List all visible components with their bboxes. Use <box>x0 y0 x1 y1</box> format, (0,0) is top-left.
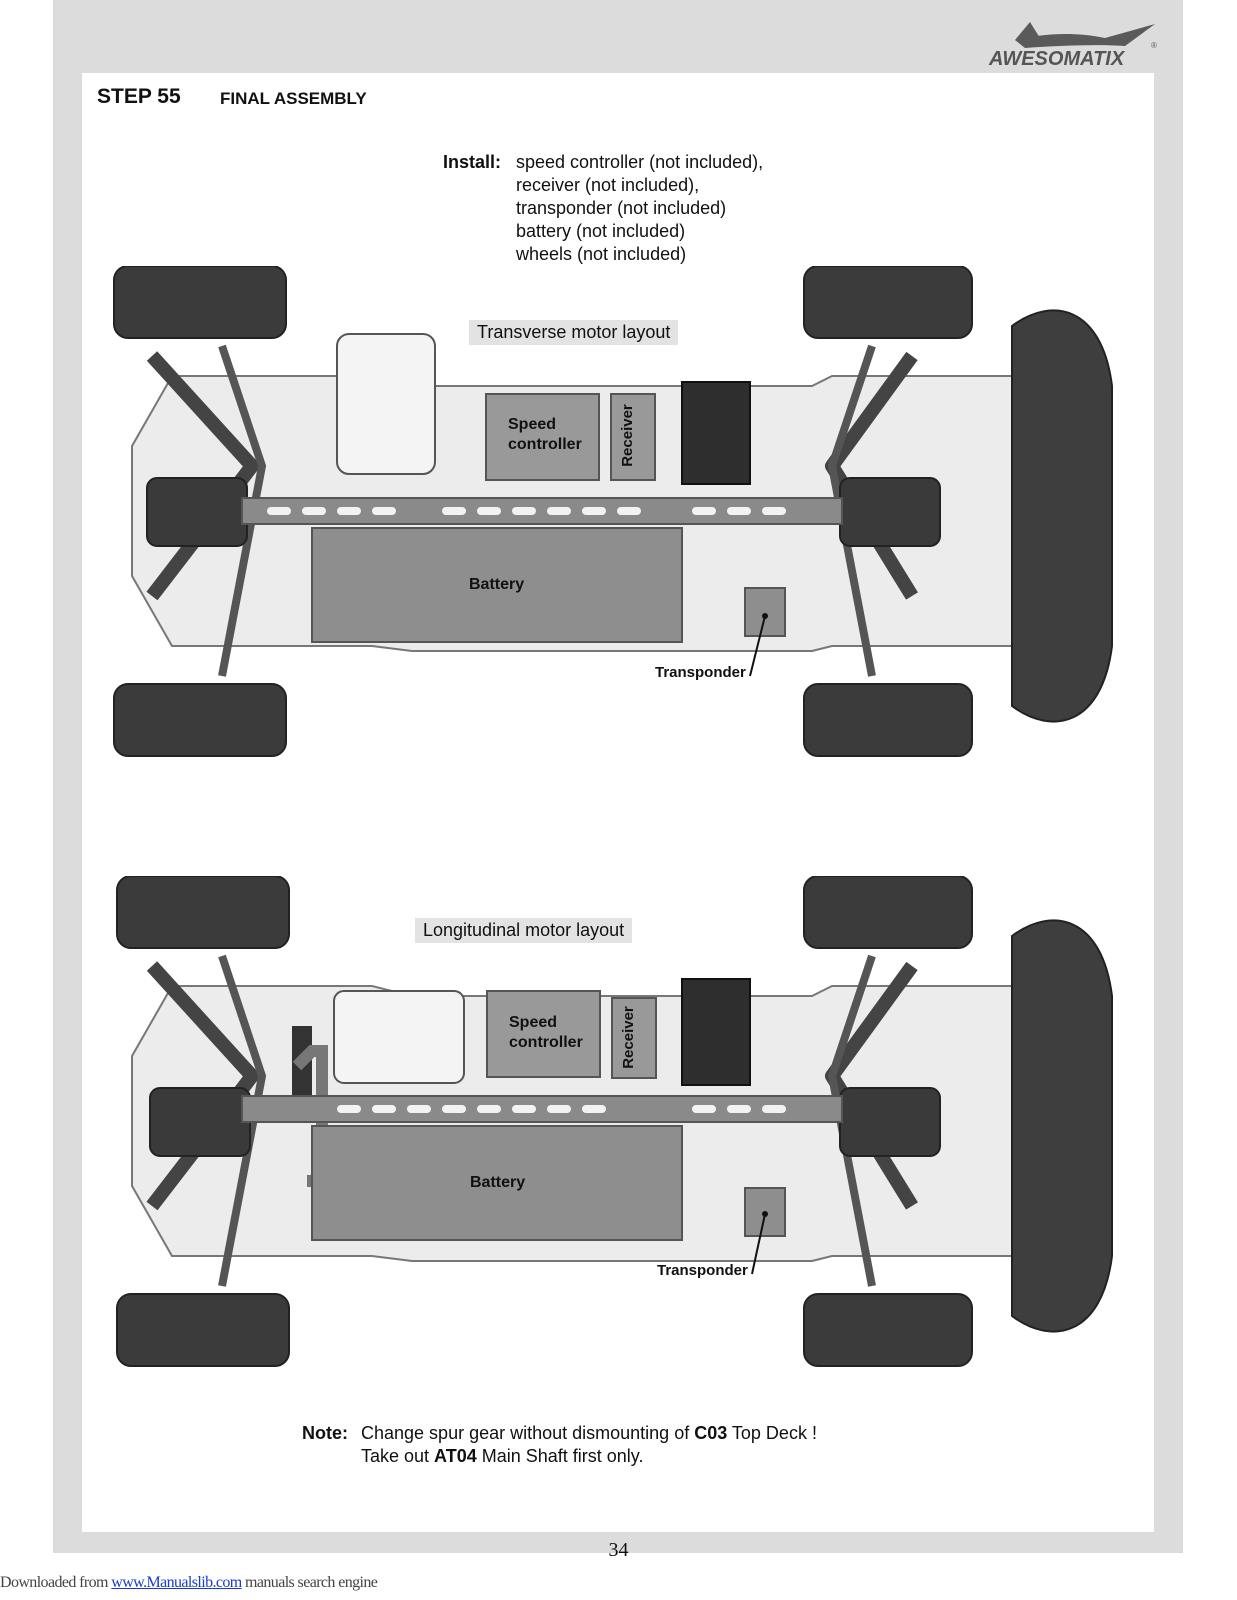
receiver-label: Receiver <box>618 404 636 467</box>
layout-label: Longitudinal motor layout <box>415 918 632 943</box>
download-footer <box>0 1574 377 1592</box>
install-label: Install: <box>443 152 502 172</box>
page-number: 34 <box>608 1539 629 1561</box>
speed-controller-label: Speed controller <box>508 416 582 453</box>
note-line-1: Change spur gear without dismounting of C03 Top Deck ! <box>361 1423 817 1443</box>
note-label: Note: <box>302 1423 348 1443</box>
speed-controller-label: Speed controller <box>509 1014 583 1051</box>
transponder-label: Transponder <box>657 1262 748 1279</box>
brand-text: AWESOMATIX <box>989 48 1125 70</box>
svg-text:®: ® <box>1151 41 1157 50</box>
install-item: transponder (not included) <box>516 198 727 218</box>
transponder-label: Transponder <box>655 664 746 681</box>
chassis-diagram-longitudinal <box>112 876 1132 1386</box>
receiver-label: Receiver <box>619 1006 637 1069</box>
battery-label: Battery <box>469 576 525 593</box>
footer-suffix: manuals search engine <box>241 1574 378 1591</box>
install-item: wheels (not included) <box>516 244 687 264</box>
step-title: FINAL ASSEMBLY <box>220 89 367 108</box>
note-line-2: Take out AT04 Main Shaft first only. <box>361 1446 644 1466</box>
chassis-drawing <box>112 876 1132 1386</box>
manualslib-link[interactable]: www.Manualslib.com <box>111 1574 242 1591</box>
brand-logo <box>985 18 1160 70</box>
chassis-diagram-transverse <box>112 266 1132 776</box>
layout-label: Transverse motor layout <box>469 320 678 345</box>
step-number: STEP 55 <box>97 85 181 108</box>
footer-prefix: Downloaded from <box>0 1574 112 1591</box>
battery-label: Battery <box>470 1174 526 1191</box>
install-item: speed controller (not included), <box>516 152 764 172</box>
install-item: receiver (not included), <box>516 175 700 195</box>
install-item: battery (not included) <box>516 221 686 241</box>
